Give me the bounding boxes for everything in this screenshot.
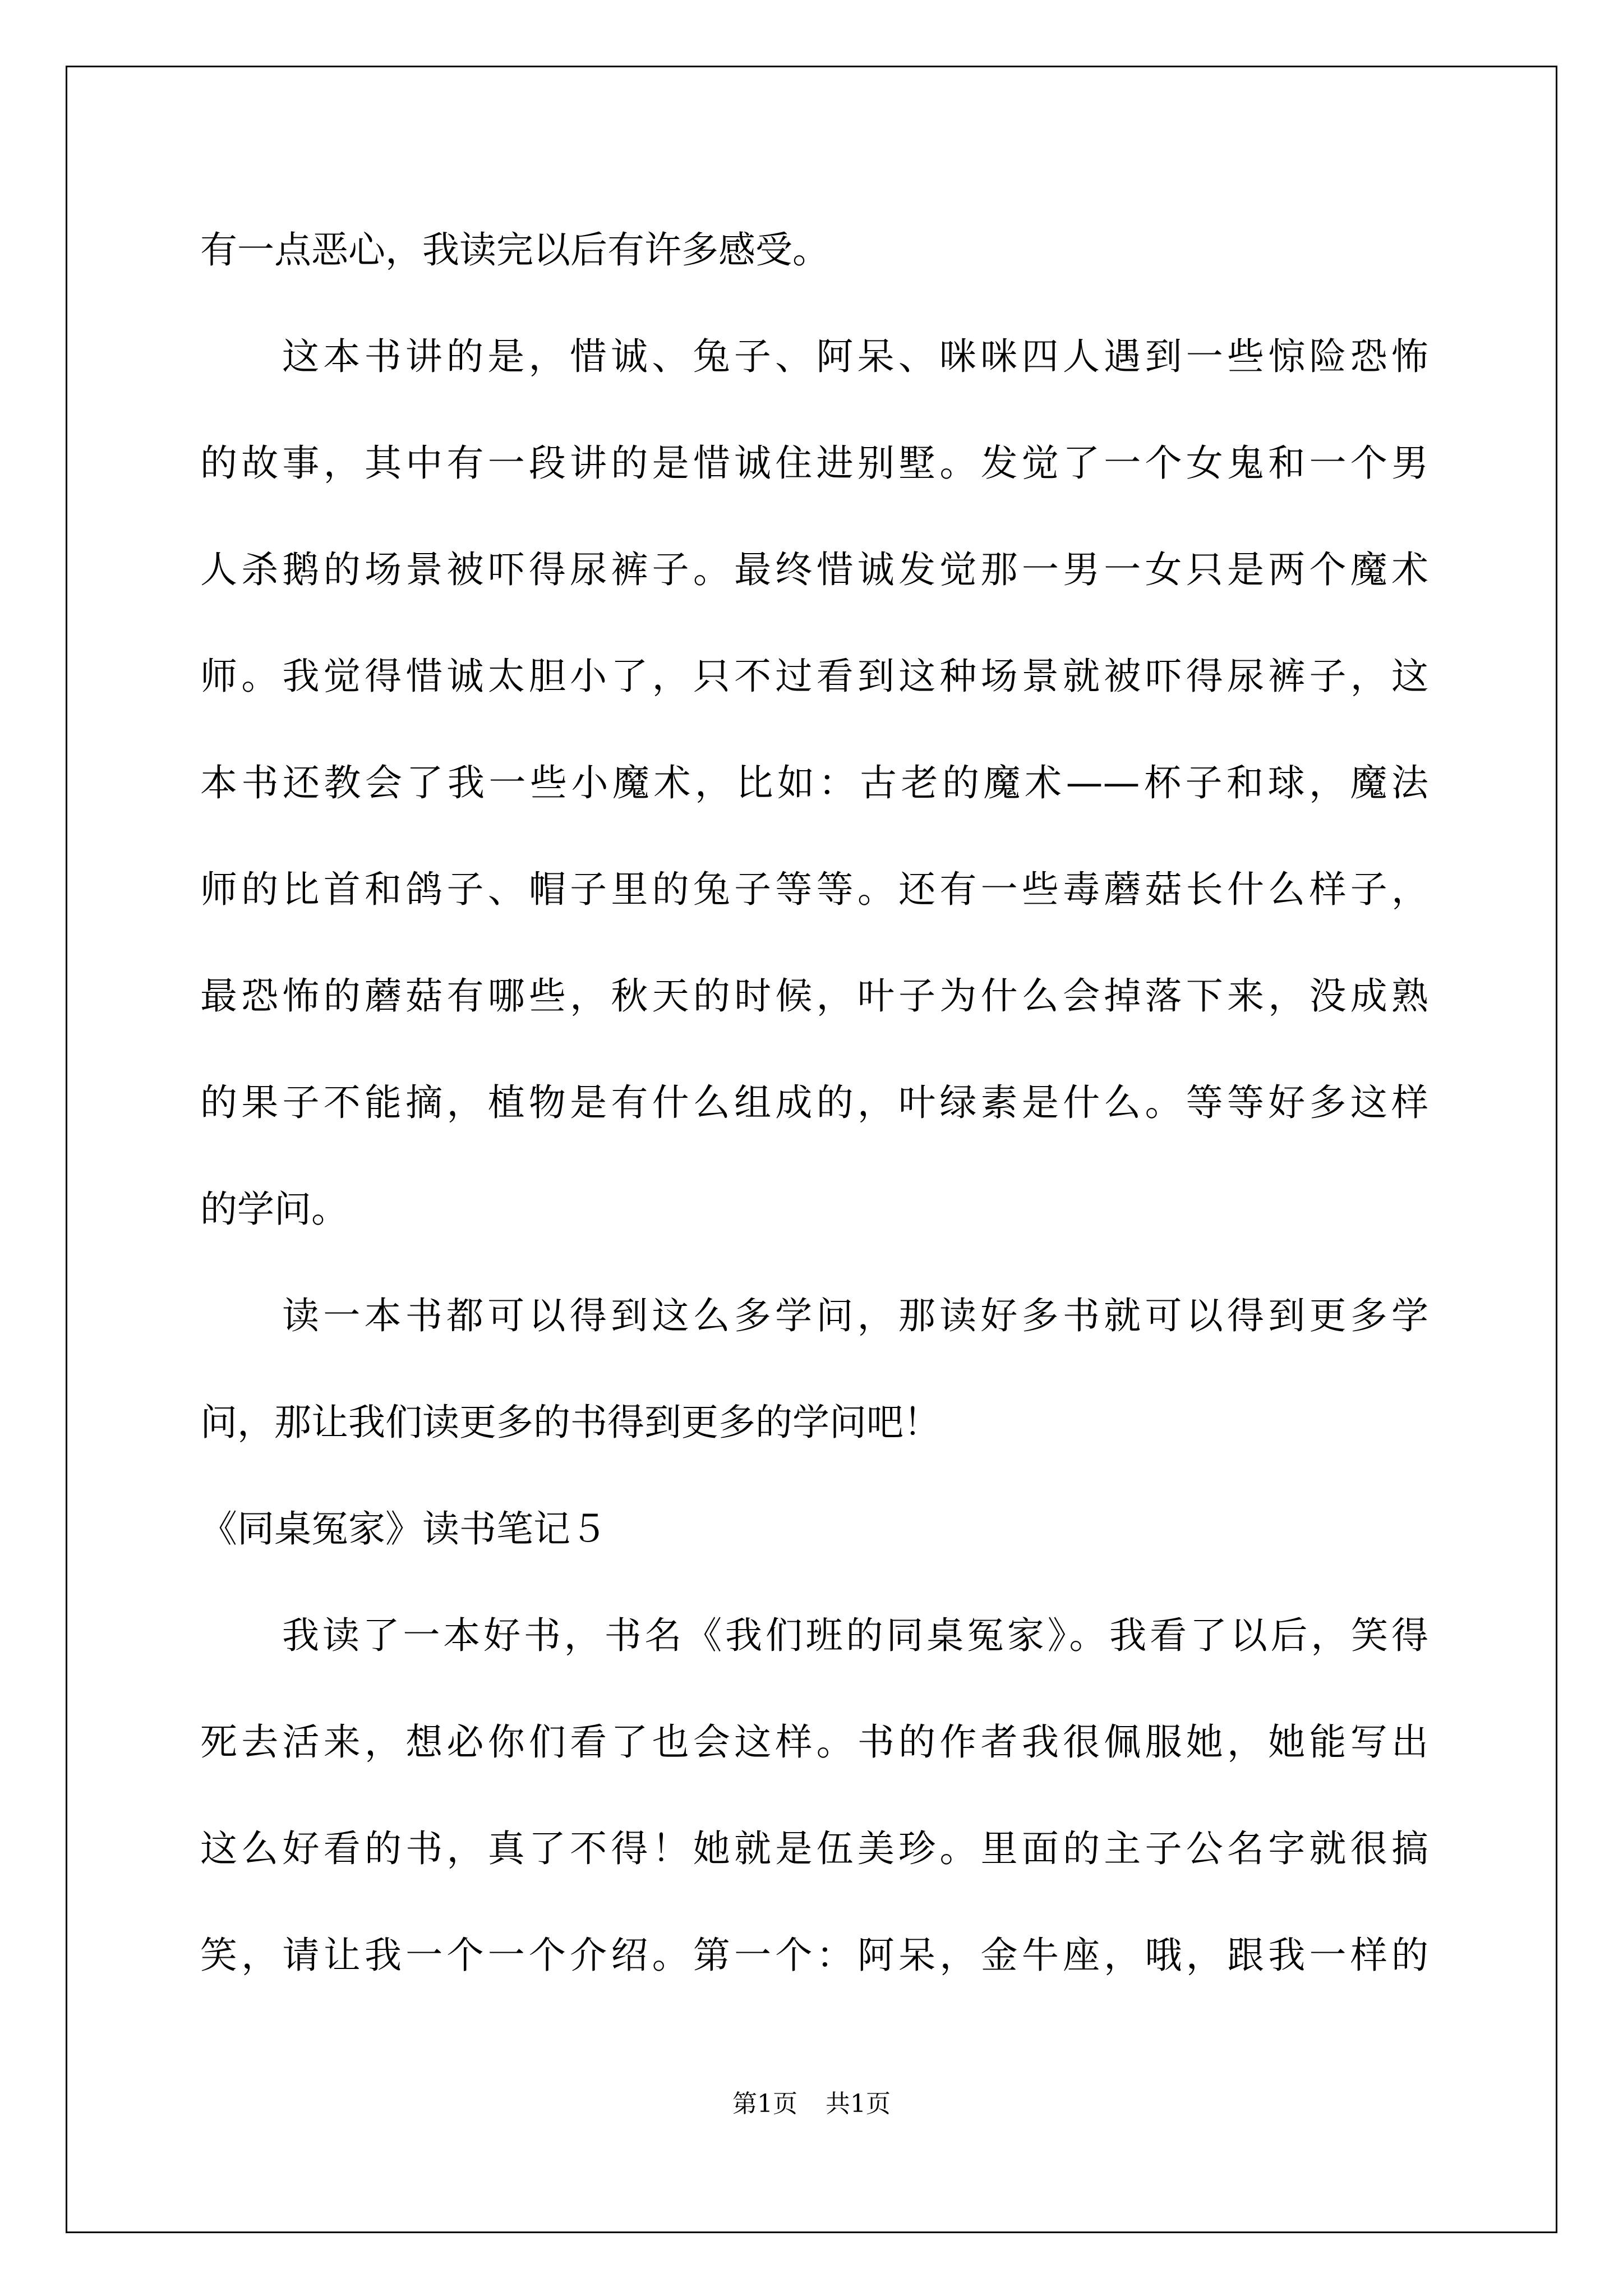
paragraph-line: 最恐怖的蘑菇有哪些，秋天的时候，叶子为什么会掉落下来，没成熟 bbox=[200, 974, 1428, 1018]
page-border bbox=[66, 66, 1557, 2233]
text-line: 有一点恶心，我读完以后有许多感受。 bbox=[200, 228, 829, 272]
paragraph-line: 的学问。 bbox=[200, 1188, 348, 1231]
paragraph-line: 读一本书都可以得到这么多学问，那读好多书就可以得到更多学 bbox=[282, 1294, 1428, 1337]
paragraph-line: 人杀鹅的场景被吓得尿裤子。最终惜诚发觉那一男一女只是两个魔术 bbox=[200, 548, 1428, 591]
paragraph-line: 我读了一本好书，书名《我们班的同桌冤家》。我看了以后，笑得 bbox=[282, 1614, 1428, 1657]
paragraph-line: 死去活来，想必你们看了也会这样。书的作者我很佩服她，她能写出 bbox=[200, 1720, 1428, 1764]
paragraph-line: 师。我觉得惜诚太胆小了，只不过看到这种场景就被吓得尿裤子，这 bbox=[200, 655, 1428, 698]
paragraph-line: 这么好看的书，真了不得！她就是伍美珍。里面的主子公名字就很搞 bbox=[200, 1827, 1428, 1870]
paragraph-line: 这本书讲的是，惜诚、兔子、阿呆、咪咪四人遇到一些惊险恐怖 bbox=[282, 335, 1428, 378]
paragraph-line: 的果子不能摘，植物是有什么组成的，叶绿素是什么。等等好多这样 bbox=[200, 1081, 1428, 1124]
paragraph-line: 师的比首和鸽子、帽子里的兔子等等。还有一些毒蘑菇长什么样子， bbox=[200, 868, 1428, 911]
page-number: 第1页 bbox=[732, 2090, 797, 2118]
paragraph-line: 本书还教会了我一些小魔术，比如：古老的魔术——杯子和球，魔法 bbox=[200, 761, 1428, 804]
paragraph-line: 问，那让我们读更多的书得到更多的学问吧！ bbox=[200, 1401, 940, 1444]
paragraph-line: 笑，请让我一个一个介绍。第一个：阿呆，金牛座，哦，跟我一样的 bbox=[200, 1934, 1428, 1977]
page-footer bbox=[0, 2083, 1623, 2119]
paragraph-line: 的故事，其中有一段讲的是惜诚住进别墅。发觉了一个女鬼和一个男 bbox=[200, 441, 1428, 485]
section-heading: 《同桌冤家》读书笔记５ bbox=[200, 1507, 607, 1550]
page-total: 共1页 bbox=[826, 2090, 891, 2118]
